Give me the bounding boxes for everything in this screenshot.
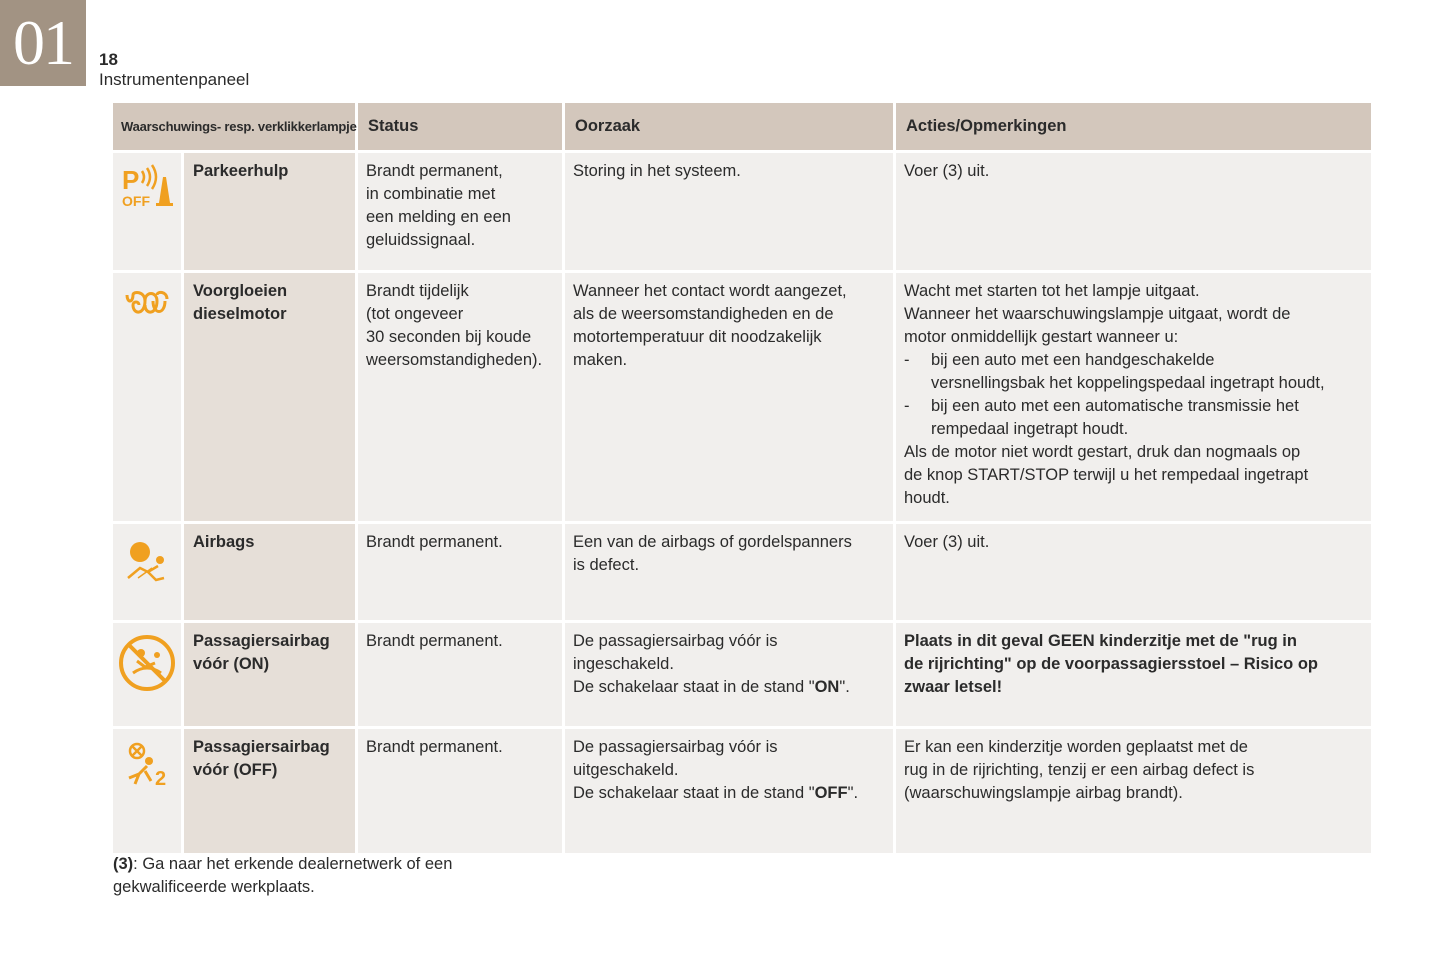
cause-text-end: ". xyxy=(839,678,850,696)
column-header-cause: Oorzaak xyxy=(565,103,893,150)
cause-cell: Wanneer het contact wordt aangezet, als de weersomstandigheden en de motortemperatuur dit noodzakelijk maken. xyxy=(565,273,893,521)
bullet-text: bij een auto met een handgeschakelde versnellingsbak het koppelingspedaal ingetrapt houdt, xyxy=(931,351,1325,392)
passenger-airbag-off-icon xyxy=(113,729,181,853)
lamp-name: Voorgloeien dieselmotor xyxy=(184,273,355,521)
svg-text:OFF: OFF xyxy=(122,193,150,209)
switch-position-off: OFF xyxy=(814,784,848,802)
lamp-name: Passagiersairbag vóór (OFF) xyxy=(184,729,355,853)
chapter-title: Instrumentenpaneel xyxy=(99,70,250,89)
column-header-actions: Acties/Opmerkingen xyxy=(896,103,1371,150)
action-cell xyxy=(896,273,1371,521)
park-assist-off-icon xyxy=(113,153,181,270)
bullet-dash: - xyxy=(904,351,910,369)
footnote-text: : Ga naar het erkende dealernetwerk of een gekwalificeerde werkplaats. xyxy=(113,855,453,896)
passenger-airbag-on-icon xyxy=(113,623,181,726)
cause-text: De passagiersairbag vóór is uitgeschakeld. De schakelaar staat in de stand " xyxy=(573,738,815,802)
cause-cell xyxy=(565,729,893,853)
status-cell: Brandt tijdelijk (tot ongeveer 30 seconden bij koude weersomstandigheden). xyxy=(358,273,562,521)
column-header-lamp: Waarschuwings- resp. verklikkerlampje xyxy=(113,103,355,150)
table-row xyxy=(113,623,1371,726)
action-intro: Wacht met starten tot het lampje uitgaat. Wanneer het waarschuwingslampje uitgaat, wordt de motor onmiddellijk gestart wanneer u: xyxy=(904,282,1291,346)
status-cell: Brandt permanent. xyxy=(358,524,562,620)
chapter-tab: 01 xyxy=(0,0,86,86)
table-row xyxy=(113,729,1371,853)
page-number: 18 xyxy=(99,50,118,69)
cause-cell: Storing in het systeem. xyxy=(565,153,893,270)
svg-text:P: P xyxy=(122,165,140,195)
action-cell: Plaats in dit geval GEEN kinderzitje met de "rug in de rijrichting" op de voorpassagiersstoel – Risico op zwaar letsel! xyxy=(896,623,1371,726)
cause-cell: Een van de airbags of gordelspanners is defect. xyxy=(565,524,893,620)
column-header-status: Status xyxy=(358,103,562,150)
footnote-ref: (3) xyxy=(113,855,134,873)
status-cell: Brandt permanent, in combinatie met een melding en een geluidssignaal. xyxy=(358,153,562,270)
action-outro: Als de motor niet wordt gestart, druk dan nogmaals op de knop START/STOP terwijl u het rempedaal ingetrapt houdt. xyxy=(904,443,1309,507)
status-cell: Brandt permanent. xyxy=(358,729,562,853)
action-cell: Voer (3) uit. xyxy=(896,153,1371,270)
cause-text-end: ". xyxy=(847,784,859,802)
table-row xyxy=(113,524,1371,620)
lamp-name: Passagiersairbag vóór (ON) xyxy=(184,623,355,726)
status-cell: Brandt permanent. xyxy=(358,623,562,726)
table-header-row xyxy=(113,103,1371,150)
warning-lamps-table xyxy=(110,100,1374,856)
action-bullet xyxy=(904,395,1363,441)
svg-text:2: 2 xyxy=(155,768,167,787)
action-bullet xyxy=(904,349,1363,395)
action-cell: Er kan een kinderzitje worden geplaatst met de rug in de rijrichting, tenzij er een airbag defect is (waarschuwingslampje airbag brandt). xyxy=(896,729,1371,853)
airbag-icon xyxy=(113,524,181,620)
bullet-text: bij een auto met een automatische transmissie het rempedaal ingetrapt houdt. xyxy=(931,397,1299,438)
cause-text: De passagiersairbag vóór is ingeschakeld. De schakelaar staat in de stand " xyxy=(573,632,815,696)
glow-plug-icon xyxy=(113,273,181,521)
footnote xyxy=(113,853,533,899)
lamp-name: Parkeerhulp xyxy=(184,153,355,270)
action-cell: Voer (3) uit. xyxy=(896,524,1371,620)
bullet-dash: - xyxy=(904,397,910,415)
switch-position-on: ON xyxy=(814,678,840,696)
cause-cell xyxy=(565,623,893,726)
lamp-name: Airbags xyxy=(184,524,355,620)
table-row xyxy=(113,153,1371,270)
table-row xyxy=(113,273,1371,521)
